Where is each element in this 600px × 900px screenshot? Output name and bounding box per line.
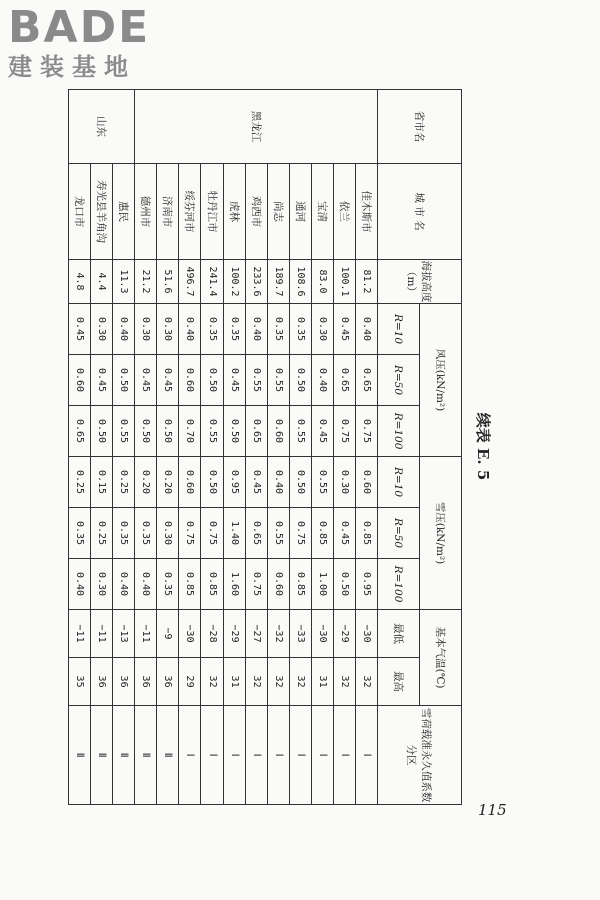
header-snow-zone: 雪荷载准永久值系数分区 <box>378 706 462 805</box>
province-cell: 黑龙江 <box>135 90 378 164</box>
snow-r10-cell: 0.30 <box>333 457 355 508</box>
wind-r100-cell: 0.55 <box>113 406 135 457</box>
temp-max-cell: 32 <box>333 658 355 706</box>
snow-r50-cell: 0.55 <box>267 508 289 559</box>
city-cell: 绥芬河市 <box>179 164 201 260</box>
climate-data-table <box>68 89 462 805</box>
snow-zone-cell: Ⅰ <box>333 706 355 805</box>
temp-max-cell: 32 <box>245 658 267 706</box>
city-cell: 通河 <box>289 164 311 260</box>
table-row <box>135 90 157 805</box>
snow-r100-cell: 0.75 <box>245 559 267 610</box>
snow-r100-cell: 0.85 <box>179 559 201 610</box>
wind-r10-cell: 0.30 <box>311 304 333 355</box>
snow-r10-cell: 0.20 <box>135 457 157 508</box>
snow-r50-cell: 0.45 <box>333 508 355 559</box>
table-row <box>91 90 113 805</box>
table-row <box>245 90 267 805</box>
temp-max-cell: 36 <box>157 658 179 706</box>
wind-r100-cell: 0.50 <box>157 406 179 457</box>
temp-min-cell: −9 <box>157 610 179 658</box>
city-cell: 佳木斯市 <box>355 164 377 260</box>
table-row <box>333 90 355 805</box>
temp-max-cell: 32 <box>267 658 289 706</box>
altitude-cell: 4.4 <box>91 260 113 304</box>
temp-min-cell: −30 <box>311 610 333 658</box>
wind-r50-cell: 0.50 <box>113 355 135 406</box>
temp-min-cell: −32 <box>267 610 289 658</box>
snow-r100-cell: 1.60 <box>223 559 245 610</box>
snow-zone-cell: Ⅰ <box>245 706 267 805</box>
wind-r100-cell: 0.50 <box>135 406 157 457</box>
temp-min-cell: −11 <box>135 610 157 658</box>
wind-r100-cell: 0.75 <box>355 406 377 457</box>
table-row <box>289 90 311 805</box>
table-row <box>69 90 91 805</box>
altitude-cell: 83.0 <box>311 260 333 304</box>
header-wind-pressure: 风压(kN/m²) <box>420 304 462 457</box>
header-snow-r50: R=50 <box>378 508 420 559</box>
snow-r100-cell: 0.40 <box>135 559 157 610</box>
wind-r50-cell: 0.50 <box>201 355 223 406</box>
wind-r100-cell: 0.60 <box>267 406 289 457</box>
page-number: 115 <box>478 801 507 819</box>
altitude-cell: 11.3 <box>113 260 135 304</box>
snow-zone-cell: Ⅰ <box>355 706 377 805</box>
temp-min-cell: −11 <box>91 610 113 658</box>
snow-zone-cell: Ⅱ <box>135 706 157 805</box>
altitude-cell: 241.4 <box>201 260 223 304</box>
temp-max-cell: 32 <box>289 658 311 706</box>
logo-wordmark: BADE <box>8 2 151 53</box>
temp-max-cell: 36 <box>135 658 157 706</box>
temp-min-cell: −11 <box>69 610 91 658</box>
altitude-cell: 189.7 <box>267 260 289 304</box>
temp-min-cell: −29 <box>223 610 245 658</box>
snow-zone-cell: Ⅰ <box>223 706 245 805</box>
altitude-cell: 496.7 <box>179 260 201 304</box>
rotated-table-block <box>68 89 496 804</box>
snow-r100-cell: 0.50 <box>333 559 355 610</box>
wind-r10-cell: 0.35 <box>289 304 311 355</box>
wind-r50-cell: 0.65 <box>333 355 355 406</box>
snow-r100-cell: 0.60 <box>267 559 289 610</box>
header-wind-r10: R=10 <box>378 304 420 355</box>
snow-r10-cell: 0.95 <box>223 457 245 508</box>
header-snow-pressure: 雪压(kN/m²) <box>420 457 462 610</box>
snow-r10-cell: 0.45 <box>245 457 267 508</box>
snow-zone-cell: Ⅰ <box>201 706 223 805</box>
snow-r50-cell: 0.65 <box>245 508 267 559</box>
altitude-cell: 21.2 <box>135 260 157 304</box>
temp-max-cell: 35 <box>69 658 91 706</box>
city-cell: 德州市 <box>135 164 157 260</box>
wind-r50-cell: 0.45 <box>223 355 245 406</box>
wind-r10-cell: 0.30 <box>157 304 179 355</box>
header-temp-min: 最低 <box>378 610 420 658</box>
header-temp-max: 最高 <box>378 658 420 706</box>
snow-r10-cell: 0.50 <box>201 457 223 508</box>
header-snow-r100: R=100 <box>378 559 420 610</box>
snow-r50-cell: 0.35 <box>113 508 135 559</box>
snow-r100-cell: 0.85 <box>289 559 311 610</box>
wind-r10-cell: 0.45 <box>69 304 91 355</box>
snow-zone-cell: Ⅱ <box>157 706 179 805</box>
temp-min-cell: −30 <box>355 610 377 658</box>
snow-r50-cell: 0.75 <box>289 508 311 559</box>
temp-min-cell: −29 <box>333 610 355 658</box>
snow-r100-cell: 0.40 <box>69 559 91 610</box>
wind-r50-cell: 0.45 <box>91 355 113 406</box>
snow-zone-cell: Ⅱ <box>69 706 91 805</box>
wind-r10-cell: 0.30 <box>91 304 113 355</box>
wind-r50-cell: 0.55 <box>267 355 289 406</box>
snow-r10-cell: 0.55 <box>311 457 333 508</box>
snow-r100-cell: 0.95 <box>355 559 377 610</box>
wind-r50-cell: 0.45 <box>135 355 157 406</box>
wind-r50-cell: 0.45 <box>157 355 179 406</box>
snow-zone-cell: Ⅰ <box>267 706 289 805</box>
city-cell: 鸡西市 <box>245 164 267 260</box>
wind-r100-cell: 0.65 <box>69 406 91 457</box>
wind-r50-cell: 0.40 <box>311 355 333 406</box>
wind-r50-cell: 0.50 <box>289 355 311 406</box>
snow-r50-cell: 0.35 <box>69 508 91 559</box>
wind-r50-cell: 0.65 <box>355 355 377 406</box>
wind-r50-cell: 0.55 <box>245 355 267 406</box>
temp-max-cell: 32 <box>355 658 377 706</box>
temp-max-cell: 29 <box>179 658 201 706</box>
wind-r100-cell: 0.55 <box>289 406 311 457</box>
altitude-cell: 81.2 <box>355 260 377 304</box>
wind-r10-cell: 0.40 <box>113 304 135 355</box>
altitude-cell: 100.2 <box>223 260 245 304</box>
wind-r100-cell: 0.55 <box>201 406 223 457</box>
table-row <box>179 90 201 805</box>
snow-r10-cell: 0.20 <box>157 457 179 508</box>
temp-min-cell: −28 <box>201 610 223 658</box>
province-cell: 山东 <box>69 90 135 164</box>
city-cell: 寿光县羊角沟 <box>91 164 113 260</box>
snow-r10-cell: 0.40 <box>267 457 289 508</box>
header-base-temperature: 基本气温(℃) <box>420 610 462 706</box>
snow-r100-cell: 0.35 <box>157 559 179 610</box>
wind-r100-cell: 0.50 <box>223 406 245 457</box>
city-cell: 惠民 <box>113 164 135 260</box>
snow-zone-cell: Ⅱ <box>113 706 135 805</box>
table-row <box>157 90 179 805</box>
table-caption: 续表 E. 5 <box>474 412 492 481</box>
snow-r10-cell: 0.50 <box>289 457 311 508</box>
header-city: 城 市 名 <box>378 164 462 260</box>
wind-r100-cell: 0.50 <box>91 406 113 457</box>
temp-max-cell: 36 <box>113 658 135 706</box>
wind-r10-cell: 0.40 <box>245 304 267 355</box>
table-row <box>201 90 223 805</box>
temp-max-cell: 36 <box>91 658 113 706</box>
snow-r100-cell: 1.00 <box>311 559 333 610</box>
snow-r100-cell: 0.40 <box>113 559 135 610</box>
altitude-cell: 4.8 <box>69 260 91 304</box>
wind-r10-cell: 0.35 <box>223 304 245 355</box>
temp-min-cell: −13 <box>113 610 135 658</box>
snow-r50-cell: 0.75 <box>179 508 201 559</box>
logo-subtitle: 建装基地 <box>8 53 136 81</box>
temp-min-cell: −27 <box>245 610 267 658</box>
snow-zone-cell: Ⅰ <box>179 706 201 805</box>
city-cell: 龙口市 <box>69 164 91 260</box>
table-row <box>311 90 333 805</box>
altitude-cell: 108.6 <box>289 260 311 304</box>
city-cell: 宝清 <box>311 164 333 260</box>
snow-r50-cell: 1.40 <box>223 508 245 559</box>
wind-r10-cell: 0.45 <box>333 304 355 355</box>
wind-r10-cell: 0.30 <box>135 304 157 355</box>
wind-r10-cell: 0.40 <box>355 304 377 355</box>
wind-r100-cell: 0.70 <box>179 406 201 457</box>
table-row <box>113 90 135 805</box>
wind-r100-cell: 0.45 <box>311 406 333 457</box>
city-cell: 依兰 <box>333 164 355 260</box>
snow-r50-cell: 0.85 <box>311 508 333 559</box>
altitude-cell: 100.1 <box>333 260 355 304</box>
wind-r10-cell: 0.40 <box>179 304 201 355</box>
snow-r10-cell: 0.60 <box>355 457 377 508</box>
temp-min-cell: −30 <box>179 610 201 658</box>
temp-max-cell: 31 <box>223 658 245 706</box>
table-row <box>355 90 377 805</box>
temp-max-cell: 31 <box>311 658 333 706</box>
city-cell: 牡丹江市 <box>201 164 223 260</box>
table-row <box>267 90 289 805</box>
header-wind-r50: R=50 <box>378 355 420 406</box>
snow-r50-cell: 0.75 <box>201 508 223 559</box>
wind-r100-cell: 0.65 <box>245 406 267 457</box>
wind-r50-cell: 0.60 <box>179 355 201 406</box>
snow-r100-cell: 0.85 <box>201 559 223 610</box>
snow-r10-cell: 0.15 <box>91 457 113 508</box>
header-snow-r10: R=10 <box>378 457 420 508</box>
snow-r10-cell: 0.25 <box>69 457 91 508</box>
temp-max-cell: 32 <box>201 658 223 706</box>
wind-r10-cell: 0.35 <box>267 304 289 355</box>
snow-r10-cell: 0.25 <box>113 457 135 508</box>
snow-r50-cell: 0.85 <box>355 508 377 559</box>
logo <box>8 4 178 82</box>
snow-zone-cell: Ⅰ <box>311 706 333 805</box>
snow-zone-cell: Ⅰ <box>289 706 311 805</box>
header-wind-r100: R=100 <box>378 406 420 457</box>
city-cell: 济南市 <box>157 164 179 260</box>
snow-r50-cell: 0.30 <box>157 508 179 559</box>
altitude-cell: 233.6 <box>245 260 267 304</box>
city-cell: 虎林 <box>223 164 245 260</box>
wind-r50-cell: 0.60 <box>69 355 91 406</box>
snow-zone-cell: Ⅱ <box>91 706 113 805</box>
city-cell: 尚志 <box>267 164 289 260</box>
header-altitude: 海拔高度（m） <box>378 260 462 304</box>
header-province: 省市名 <box>378 90 462 164</box>
temp-min-cell: −33 <box>289 610 311 658</box>
snow-r50-cell: 0.25 <box>91 508 113 559</box>
wind-r100-cell: 0.75 <box>333 406 355 457</box>
wind-r10-cell: 0.35 <box>201 304 223 355</box>
snow-r10-cell: 0.60 <box>179 457 201 508</box>
altitude-cell: 51.6 <box>157 260 179 304</box>
snow-r50-cell: 0.35 <box>135 508 157 559</box>
snow-r100-cell: 0.30 <box>91 559 113 610</box>
table-row <box>223 90 245 805</box>
